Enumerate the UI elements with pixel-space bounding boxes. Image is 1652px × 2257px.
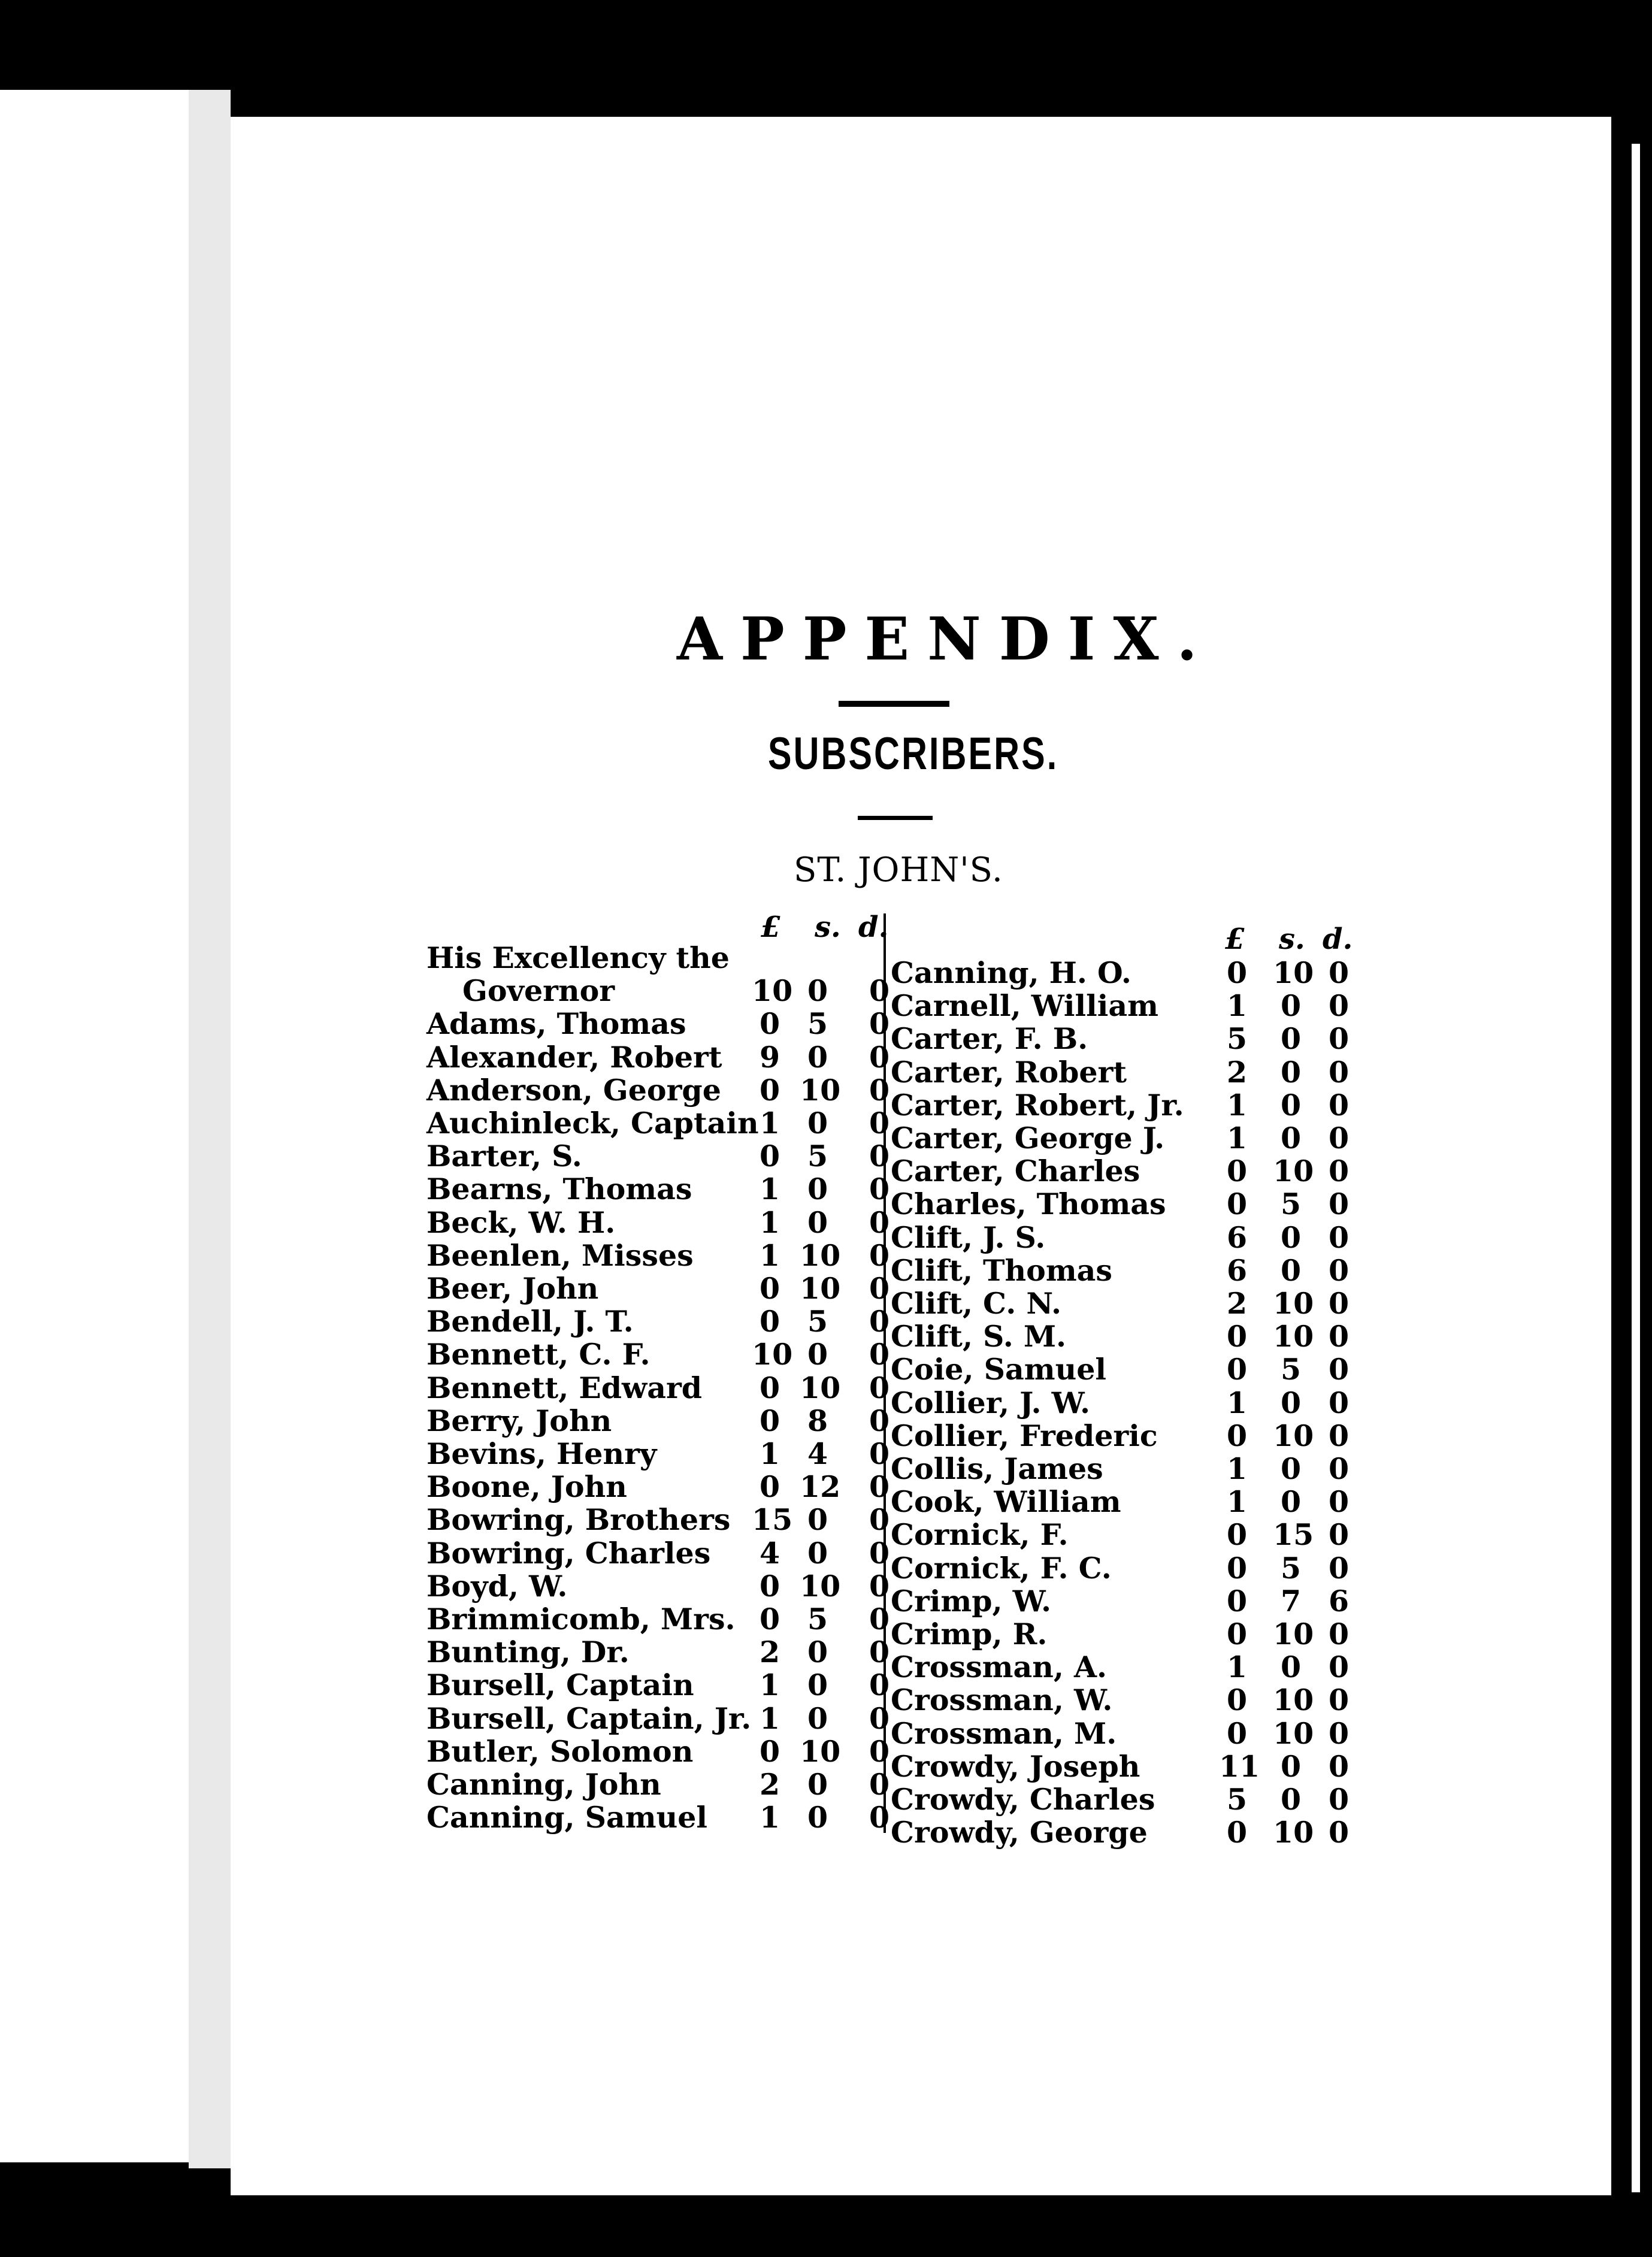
amount-pounds: 1: [759, 1668, 780, 1703]
subscriber-row: [891, 1054, 1370, 1090]
subscriber-name: Collier, J. W.: [891, 1385, 1091, 1420]
amount-shillings: 0: [1280, 988, 1302, 1024]
amount-pence: 0: [869, 1701, 890, 1736]
subscriber-name: Beck, W. H.: [426, 1205, 616, 1240]
subscriber-name: Bunting, Dr.: [426, 1635, 630, 1670]
amount-pounds: 0: [1226, 1550, 1248, 1586]
amount-shillings: 12: [800, 1469, 841, 1505]
subscriber-name: Beenlen, Misses: [426, 1238, 694, 1273]
amount-pounds: 2: [759, 1635, 780, 1670]
amount-shillings: 8: [807, 1403, 828, 1438]
amount-pence: 0: [869, 1072, 890, 1108]
amount-shillings: 5: [1280, 1187, 1302, 1222]
subscriber-name: Boone, John: [426, 1469, 627, 1505]
subscriber-name: Clift, S. M.: [891, 1319, 1067, 1354]
subscriber-name: Bowring, Brothers: [426, 1502, 731, 1538]
subscriber-name: Canning, H. O.: [891, 955, 1131, 990]
subscriber-name: Carter, Charles: [891, 1154, 1140, 1189]
amount-shillings: 10: [1273, 1716, 1314, 1751]
amount-pence: 6: [1328, 1583, 1350, 1618]
subscriber-name: His Excellency the: [426, 940, 730, 975]
amount-shillings: 10: [1273, 1154, 1314, 1189]
subscriber-name: Carter, F. B.: [891, 1021, 1088, 1057]
amount-pence: 0: [1328, 1550, 1350, 1586]
subscriber-row: [891, 1550, 1370, 1586]
subscriber-row: [891, 988, 1370, 1024]
amount-pence: 0: [869, 1039, 890, 1075]
subscriber-row: [426, 1106, 890, 1140]
amount-shillings: 0: [1280, 1484, 1302, 1520]
subscriber-row: [426, 1635, 890, 1670]
amount-pence: 0: [1328, 1683, 1350, 1718]
amount-pence: 0: [1328, 1484, 1350, 1520]
subscriber-row: [426, 1535, 890, 1571]
subscriber-row: [426, 940, 882, 973]
subscriber-row: [426, 1403, 890, 1438]
amount-pence: 0: [869, 1370, 890, 1405]
subscriber-name: Crossman, M.: [891, 1716, 1117, 1751]
subscriber-name: Clift, J. S.: [891, 1220, 1046, 1255]
amount-pounds: 1: [1226, 1484, 1248, 1520]
subscriber-row: [891, 1451, 1370, 1484]
amount-pence: 0: [869, 1469, 890, 1505]
amount-pence: 0: [1328, 1121, 1350, 1155]
subscriber-name: Carter, George J.: [891, 1121, 1165, 1155]
amount-pence: 0: [1328, 1087, 1350, 1123]
amount-pounds: 1: [1226, 1385, 1248, 1420]
subscriber-row: [891, 1252, 1370, 1288]
amount-pounds: 0: [1226, 1517, 1248, 1553]
amount-pence: 0: [1328, 1220, 1350, 1255]
amount-shillings: 10: [1273, 1815, 1314, 1850]
amount-shillings: 0: [807, 1502, 828, 1538]
amount-pounds: 6: [1226, 1220, 1248, 1255]
amount-pounds: 1: [759, 1106, 780, 1140]
amount-pounds: 2: [1226, 1286, 1248, 1321]
subscriber-row: [426, 1370, 890, 1405]
amount-pounds: 0: [759, 1304, 780, 1339]
subscriber-row: [891, 1286, 1370, 1321]
subscriber-name: Crimp, R.: [891, 1617, 1048, 1651]
amount-shillings: 7: [1280, 1583, 1302, 1618]
amount-pounds: 1: [1226, 1087, 1248, 1123]
place-heading: ST. JOHN'S.: [794, 851, 1003, 890]
amount-shillings: 0: [807, 1106, 828, 1140]
subscriber-row: [426, 1568, 890, 1604]
amount-pence: 0: [869, 973, 890, 1009]
amount-shillings: 0: [807, 1205, 828, 1240]
amount-pence: 0: [1328, 988, 1350, 1024]
subscriber-row: [891, 1352, 1370, 1387]
subscriber-name: Beer, John: [426, 1271, 599, 1306]
subscriber-name: Cornick, F. C.: [891, 1550, 1112, 1586]
subscriber-row: [426, 1602, 890, 1636]
subscriber-row: [891, 1121, 1370, 1153]
subscriber-name: Crossman, A.: [891, 1650, 1108, 1685]
amount-pounds: 0: [1226, 1418, 1248, 1453]
amount-pounds: 0: [1226, 1319, 1248, 1354]
left-pence-header: d.: [858, 910, 889, 944]
subscriber-row: [426, 1436, 890, 1471]
amount-pounds: 1: [1226, 1451, 1248, 1486]
amount-pounds: 0: [759, 1139, 780, 1174]
amount-shillings: 10: [800, 1238, 841, 1273]
amount-pence: 0: [869, 1800, 890, 1835]
subscriber-row: [891, 1154, 1370, 1189]
subscriber-row: [891, 955, 1370, 988]
subscriber-row: [426, 1271, 890, 1306]
amount-pounds: 0: [759, 1006, 780, 1042]
left-shillings-header: s.: [815, 910, 841, 944]
amount-pence: 0: [1328, 1517, 1350, 1553]
amount-shillings: 0: [1280, 1054, 1302, 1090]
subscriber-name: Adams, Thomas: [426, 1006, 686, 1042]
amount-pence: 0: [869, 1337, 890, 1372]
amount-pence: 0: [869, 1238, 890, 1273]
subscriber-name: Crowdy, Joseph: [891, 1748, 1140, 1784]
amount-shillings: 10: [1273, 1418, 1314, 1453]
subscriber-name: Boyd, W.: [426, 1568, 568, 1604]
heading-rule: [858, 816, 933, 820]
amount-pounds: 0: [1226, 1154, 1248, 1189]
amount-pounds: 1: [759, 1436, 780, 1471]
amount-pounds: 2: [759, 1767, 780, 1802]
amount-pence: 0: [1328, 1385, 1350, 1420]
amount-pounds: 0: [1226, 1583, 1248, 1618]
amount-pounds: 0: [759, 1403, 780, 1438]
subscriber-row: [426, 1800, 890, 1835]
subscriber-row: [426, 1767, 890, 1802]
subscriber-name: Carnell, William: [891, 988, 1158, 1024]
amount-pence: 0: [869, 1271, 890, 1306]
subscriber-name: Barter, S.: [426, 1139, 582, 1174]
amount-shillings: 10: [1273, 1319, 1314, 1354]
subscriber-row: [891, 1319, 1370, 1354]
amount-pence: 0: [869, 1172, 890, 1207]
amount-pence: 0: [1328, 1815, 1350, 1850]
subscriber-row: [891, 1617, 1370, 1649]
subscriber-name: Anderson, George: [426, 1072, 721, 1108]
amount-shillings: 0: [807, 1767, 828, 1802]
amount-shillings: 0: [1280, 1087, 1302, 1123]
amount-pounds: 1: [1226, 1121, 1248, 1155]
subscriber-row: [426, 1172, 890, 1207]
amount-pounds: 1: [759, 1172, 780, 1207]
subscriber-row: [891, 1517, 1370, 1553]
subscriber-row: [426, 1139, 890, 1174]
amount-pence: 0: [1328, 1252, 1350, 1288]
amount-pence: 0: [1328, 1617, 1350, 1651]
subscriber-name: Canning, John: [426, 1767, 661, 1802]
amount-pence: 0: [869, 1668, 890, 1703]
subscriber-row: [891, 1484, 1370, 1520]
amount-shillings: 0: [807, 1039, 828, 1075]
amount-pounds: 1: [759, 1701, 780, 1736]
amount-pence: 0: [1328, 1418, 1350, 1453]
subscriber-row: [891, 1748, 1370, 1784]
subscriber-row: [426, 1469, 890, 1505]
subscriber-name: Butler, Solomon: [426, 1733, 694, 1769]
amount-shillings: 15: [1273, 1517, 1314, 1553]
subscriber-name: Crossman, W.: [891, 1683, 1113, 1718]
amount-shillings: 10: [800, 1370, 841, 1405]
amount-pence: 0: [869, 1403, 890, 1438]
subscriber-row: [891, 1815, 1370, 1850]
amount-pounds: 0: [1226, 1352, 1248, 1387]
amount-pounds: 1: [1226, 1650, 1248, 1685]
right-pence-header: d.: [1323, 922, 1353, 956]
amount-pounds: 1: [759, 1205, 780, 1240]
amount-pence: 0: [1328, 1021, 1350, 1057]
subscriber-name: Collis, James: [891, 1451, 1103, 1486]
subscriber-row: [891, 1187, 1370, 1222]
subscriber-row: [426, 1337, 890, 1372]
amount-shillings: 10: [800, 1733, 841, 1769]
left-pounds-header: £: [761, 910, 781, 944]
subscriber-row: [891, 1584, 1370, 1616]
subscriber-name: Bevins, Henry: [426, 1436, 657, 1471]
amount-pence: 0: [869, 1602, 890, 1636]
right-shillings-header: s.: [1279, 922, 1305, 956]
subscriber-name: Clift, Thomas: [891, 1252, 1113, 1288]
amount-pounds: 15: [752, 1502, 793, 1538]
amount-pence: 0: [869, 1635, 890, 1670]
amount-pence: 0: [869, 1304, 890, 1339]
amount-pounds: 4: [759, 1535, 780, 1571]
subscriber-name: Bursell, Captain: [426, 1668, 694, 1703]
amount-pence: 0: [869, 1568, 890, 1604]
subscriber-name: Charles, Thomas: [891, 1187, 1166, 1222]
subscriber-name: Collier, Frederic: [891, 1418, 1158, 1453]
amount-pence: 0: [869, 1733, 890, 1769]
amount-pence: 0: [1328, 1187, 1350, 1222]
subscriber-name: Carter, Robert, Jr.: [891, 1087, 1184, 1123]
amount-shillings: 5: [1280, 1550, 1302, 1586]
subscriber-row: [426, 1502, 890, 1538]
subscriber-name: Bearns, Thomas: [426, 1172, 692, 1207]
amount-shillings: 0: [807, 1701, 828, 1736]
subscriber-name: Canning, Samuel: [426, 1800, 708, 1835]
subscriber-row: [891, 1385, 1370, 1418]
amount-pounds: 10: [752, 1337, 793, 1372]
page-title: APPENDIX.: [677, 605, 1215, 674]
amount-pence: 0: [869, 1205, 890, 1240]
subscriber-name: Bendell, J. T.: [426, 1304, 634, 1339]
amount-shillings: 0: [1280, 1782, 1302, 1817]
page-edge: [1629, 144, 1640, 2192]
amount-pence: 0: [1328, 1748, 1350, 1784]
subscriber-row: [891, 1021, 1370, 1057]
amount-pounds: 0: [1226, 955, 1248, 990]
amount-pounds: 1: [1226, 988, 1248, 1024]
subscriber-row: [426, 1304, 890, 1339]
amount-shillings: 0: [1280, 1252, 1302, 1288]
amount-pence: 0: [1328, 1352, 1350, 1387]
amount-pence: 0: [869, 1535, 890, 1571]
amount-shillings: 10: [1273, 1286, 1314, 1321]
subscriber-name: Bursell, Captain, Jr.: [426, 1701, 752, 1736]
amount-pence: 0: [869, 1436, 890, 1471]
subscriber-row: [891, 1782, 1370, 1817]
amount-pence: 0: [1328, 1319, 1350, 1354]
amount-pence: 0: [869, 1502, 890, 1538]
amount-shillings: 10: [1273, 955, 1314, 990]
subscriber-name: Auchinleck, Captain: [426, 1106, 759, 1140]
subscriber-name: Coie, Samuel: [891, 1352, 1106, 1387]
amount-shillings: 0: [1280, 1451, 1302, 1486]
amount-shillings: 0: [807, 1535, 828, 1571]
amount-pounds: 9: [759, 1039, 780, 1075]
subscriber-row: [891, 1650, 1370, 1685]
amount-shillings: 10: [800, 1568, 841, 1604]
amount-shillings: 0: [807, 1668, 828, 1703]
amount-pounds: 1: [759, 1800, 780, 1835]
amount-pounds: 0: [759, 1072, 780, 1108]
amount-pounds: 0: [1226, 1815, 1248, 1850]
subscriber-row: [426, 973, 890, 1009]
subscriber-name: Cornick, F.: [891, 1517, 1069, 1553]
subscriber-row: [426, 1733, 890, 1769]
amount-pounds: 0: [759, 1370, 780, 1405]
amount-shillings: 5: [807, 1602, 828, 1636]
amount-pence: 0: [869, 1767, 890, 1802]
amount-shillings: 10: [1273, 1617, 1314, 1651]
right-pounds-header: £: [1225, 922, 1245, 956]
subscriber-name: Crowdy, Charles: [891, 1782, 1155, 1817]
amount-pence: 0: [1328, 1054, 1350, 1090]
amount-pence: 0: [869, 1106, 890, 1140]
amount-shillings: 4: [807, 1436, 828, 1471]
amount-shillings: 0: [1280, 1748, 1302, 1784]
subscriber-name: Bennett, C. F.: [426, 1337, 650, 1372]
amount-pence: 0: [1328, 1451, 1350, 1486]
amount-pounds: 2: [1226, 1054, 1248, 1090]
amount-shillings: 0: [807, 1337, 828, 1372]
amount-shillings: 5: [807, 1304, 828, 1339]
amount-shillings: 5: [807, 1139, 828, 1174]
amount-pounds: 0: [759, 1568, 780, 1604]
subscriber-name: Cook, William: [891, 1484, 1121, 1520]
subscriber-name: Governor: [462, 973, 615, 1009]
amount-shillings: 0: [1280, 1220, 1302, 1255]
amount-pence: 0: [1328, 955, 1350, 990]
subscriber-name: Crimp, W.: [891, 1583, 1052, 1618]
amount-shillings: 0: [1280, 1650, 1302, 1685]
subscriber-name: Bennett, Edward: [426, 1370, 703, 1405]
amount-shillings: 10: [800, 1072, 841, 1108]
amount-pounds: 0: [759, 1271, 780, 1306]
amount-pence: 0: [1328, 1782, 1350, 1817]
amount-shillings: 10: [800, 1271, 841, 1306]
amount-pounds: 11: [1219, 1748, 1260, 1784]
subscriber-row: [891, 1087, 1370, 1123]
amount-pence: 0: [1328, 1154, 1350, 1189]
title-rule: [839, 701, 949, 707]
amount-shillings: 0: [807, 1800, 828, 1835]
amount-pounds: 0: [1226, 1187, 1248, 1222]
subscriber-name: Bowring, Charles: [426, 1535, 711, 1571]
subscriber-name: Berry, John: [426, 1403, 612, 1438]
section-heading: SUBSCRIBERS.: [768, 728, 1059, 779]
amount-pounds: 5: [1226, 1021, 1248, 1057]
subscriber-row: [426, 1039, 890, 1075]
subscriber-name: Clift, C. N.: [891, 1286, 1062, 1321]
amount-shillings: 0: [1280, 1121, 1302, 1155]
amount-shillings: 5: [807, 1006, 828, 1042]
amount-pence: 0: [869, 1139, 890, 1174]
amount-shillings: 0: [1280, 1021, 1302, 1057]
subscriber-row: [891, 1220, 1370, 1255]
amount-shillings: 5: [1280, 1352, 1302, 1387]
amount-shillings: 0: [807, 1635, 828, 1670]
subscriber-row: [891, 1716, 1370, 1751]
amount-pounds: 10: [752, 973, 793, 1009]
amount-pounds: 0: [759, 1469, 780, 1505]
subscriber-row: [891, 1418, 1370, 1451]
subscriber-row: [426, 1205, 890, 1240]
subscriber-row: [426, 1701, 890, 1736]
amount-pounds: 1: [759, 1238, 780, 1273]
amount-pounds: 0: [759, 1602, 780, 1636]
subscriber-row: [426, 1006, 890, 1042]
subscriber-row: [891, 1683, 1370, 1718]
subscriber-name: Crowdy, George: [891, 1815, 1148, 1850]
amount-pounds: 6: [1226, 1252, 1248, 1288]
subscriber-name: Brimmicomb, Mrs.: [426, 1602, 736, 1636]
amount-pence: 0: [869, 1006, 890, 1042]
amount-shillings: 10: [1273, 1683, 1314, 1718]
amount-pence: 0: [1328, 1716, 1350, 1751]
subscriber-name: Alexander, Robert: [426, 1039, 722, 1075]
amount-pence: 0: [1328, 1650, 1350, 1685]
amount-pounds: 0: [1226, 1617, 1248, 1651]
amount-pounds: 5: [1226, 1782, 1248, 1817]
amount-shillings: 0: [807, 1172, 828, 1207]
subscriber-row: [426, 1238, 890, 1273]
subscriber-row: [426, 1668, 890, 1703]
subscriber-row: [426, 1072, 890, 1108]
amount-pounds: 0: [759, 1733, 780, 1769]
subscriber-name: Carter, Robert: [891, 1054, 1127, 1090]
amount-pounds: 0: [1226, 1683, 1248, 1718]
amount-shillings: 0: [807, 973, 828, 1009]
amount-pence: 0: [1328, 1286, 1350, 1321]
book-gutter: [189, 90, 231, 2168]
amount-shillings: 0: [1280, 1385, 1302, 1420]
amount-pounds: 0: [1226, 1716, 1248, 1751]
